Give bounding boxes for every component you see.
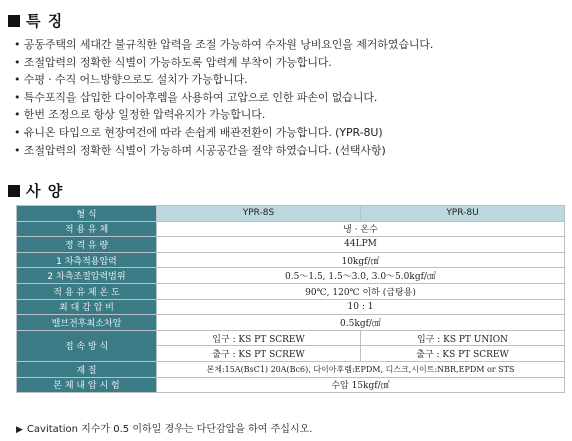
- table-row: [17, 377, 565, 393]
- features-list: [14, 36, 569, 159]
- spec-value: 수압 15kgf/㎠: [157, 377, 565, 393]
- table-row: [17, 283, 565, 299]
- spec-label: 적 용 유 체 온 도: [17, 283, 157, 299]
- spec-label: 2 차측조절압력범위: [17, 268, 157, 284]
- footnote: [16, 420, 312, 435]
- spec-value: 출구 : KS PT SCREW: [157, 346, 361, 362]
- heading-square-icon: [8, 15, 20, 27]
- table-row: [17, 299, 565, 315]
- table-row: [17, 315, 565, 331]
- spec-value: 입구 : KS PT UNION: [361, 330, 565, 346]
- spec-title: 사 양: [26, 182, 64, 200]
- spec-label: 1 차측적용압력: [17, 252, 157, 268]
- spec-table: [16, 205, 565, 393]
- arrow-right-icon: ▶: [16, 425, 23, 435]
- table-row: [17, 252, 565, 268]
- features-title: 특 징: [26, 12, 64, 30]
- table-row: [17, 221, 565, 237]
- table-row: [17, 330, 565, 346]
- spec-label: 접 속 방 식: [17, 330, 157, 361]
- table-row: [17, 206, 565, 222]
- spec-value: 44LPM: [157, 237, 565, 253]
- table-row: [17, 268, 565, 284]
- spec-value: 0.5kgf/㎠: [157, 315, 565, 331]
- spec-label: 정 격 유 량: [17, 237, 157, 253]
- spec-value: 90℃, 120℃ 이하 (급탕용): [157, 283, 565, 299]
- model-ypr-8u: YPR-8U: [361, 206, 565, 222]
- feature-item: • 수평 · 수직 어느방향으로도 설치가 가능합니다.: [14, 71, 569, 89]
- spec-value: 본체:15A(BsC1) 20A(Bc6), 다이아후렘:EPDM, 디스크,시이트:NBR,EPDM or STS: [157, 361, 565, 377]
- spec-label: 최 대 감 압 비: [17, 299, 157, 315]
- features-heading: [8, 10, 63, 31]
- feature-item: • 유니온 타입으로 현장여건에 따라 손쉽게 배관전환이 가능합니다. (YPR-8U): [14, 124, 569, 142]
- feature-item: • 조절압력의 정확한 식별이 가능하며 시공공간을 절약 하였습니다. (선택사항): [14, 142, 569, 160]
- feature-item: • 한번 조정으로 항상 일정한 압력유지가 가능합니다.: [14, 106, 569, 124]
- spec-value: 0.5～1.5, 1.5～3.0, 3.0～5.0kgf/㎠: [157, 268, 565, 284]
- spec-value: 입구 : KS PT SCREW: [157, 330, 361, 346]
- feature-item: • 특수포직을 삽입한 다이아후렘을 사용하여 고압으로 인한 파손이 없습니다.: [14, 89, 569, 107]
- spec-label: 적 용 유 체: [17, 221, 157, 237]
- model-ypr-8s: YPR-8S: [157, 206, 361, 222]
- spec-value: 출구 : KS PT SCREW: [361, 346, 565, 362]
- spec-label: 형 식: [17, 206, 157, 222]
- feature-item: • 조절압력의 정확한 식별이 가능하도록 압력계 부착이 가능합니다.: [14, 54, 569, 72]
- spec-value: 냉 · 온수: [157, 221, 565, 237]
- heading-square-icon: [8, 185, 20, 197]
- spec-label: 재 질: [17, 361, 157, 377]
- spec-value: 10kgf/㎠: [157, 252, 565, 268]
- footnote-text: Cavitation 지수가 0.5 이하일 경우는 다단감압을 하여 주십시오.: [26, 424, 313, 435]
- feature-item: • 공동주택의 세대간 불규칙한 압력을 조절 가능하여 수자원 낭비요인을 제거하였습니다.: [14, 36, 569, 54]
- table-row: [17, 361, 565, 377]
- table-row: [17, 237, 565, 253]
- spec-label: 본 체 내 압 시 험: [17, 377, 157, 393]
- spec-label: 밸브전후최소차압: [17, 315, 157, 331]
- spec-heading: [8, 180, 63, 201]
- spec-value: 10 : 1: [157, 299, 565, 315]
